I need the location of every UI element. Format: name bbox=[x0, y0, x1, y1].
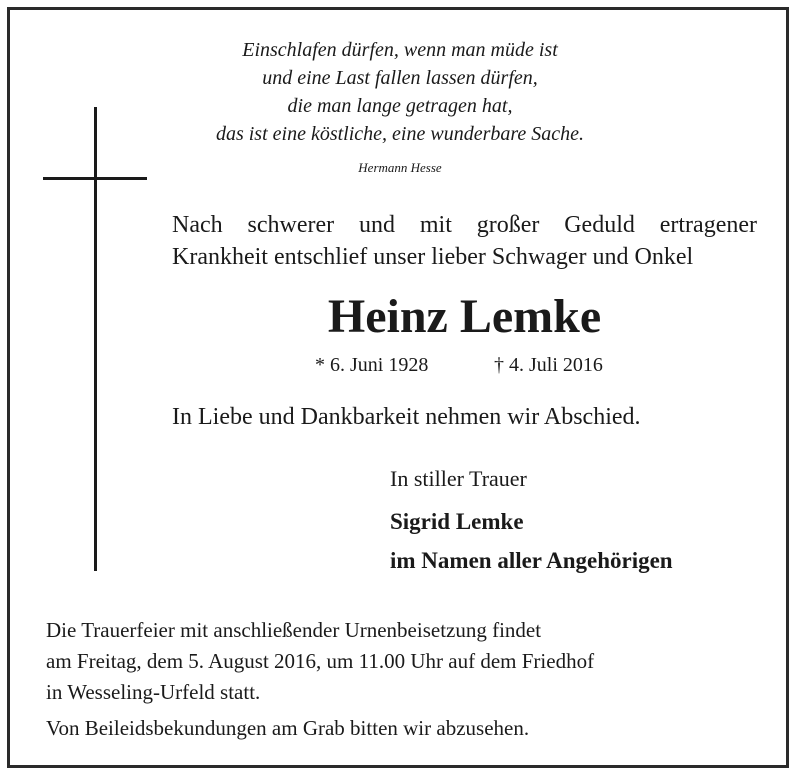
poem-line: und eine Last fallen lassen dürfen, bbox=[262, 67, 538, 89]
death-date: † 4. Juli 2016 bbox=[494, 354, 603, 376]
cross-horizontal-bar bbox=[43, 177, 147, 180]
poem-author: Hermann Hesse bbox=[358, 160, 442, 175]
condolence-note: Von Beileidsbekundungen am Grab bitten wir abzusehen. bbox=[46, 716, 530, 740]
poem bbox=[0, 36, 800, 148]
announcement-line: Nach schwerer und mit großer Geduld ertragener bbox=[172, 212, 757, 238]
deceased-name: Heinz Lemke bbox=[327, 290, 602, 343]
announcement-line: Krankheit entschlief unser lieber Schwager und Onkel bbox=[172, 244, 694, 270]
funeral-service-info bbox=[46, 615, 766, 708]
poem-line: das ist eine köstliche, eine wunderbare Sache. bbox=[215, 123, 585, 145]
mourning-intro: In stiller Trauer bbox=[390, 466, 527, 491]
signer-name: Sigrid Lemke bbox=[390, 509, 524, 534]
farewell-text: In Liebe und Dankbarkeit nehmen wir Abschied. bbox=[172, 404, 641, 430]
death-announcement bbox=[172, 209, 757, 273]
poem-line: Einschlafen dürfen, wenn man müde ist bbox=[242, 39, 558, 61]
signer-family: im Namen aller Angehörigen bbox=[390, 548, 673, 573]
service-line: am Freitag, dem 5. August 2016, um 11.00 Uhr auf dem Friedhof bbox=[46, 649, 595, 673]
service-line: in Wesseling-Urfeld statt. bbox=[46, 680, 261, 704]
poem-line: die man lange getragen hat, bbox=[287, 95, 513, 117]
birth-date: * 6. Juni 1928 bbox=[315, 354, 429, 376]
service-line: Die Trauerfeier mit anschließender Urnenbeisetzung findet bbox=[46, 618, 542, 642]
